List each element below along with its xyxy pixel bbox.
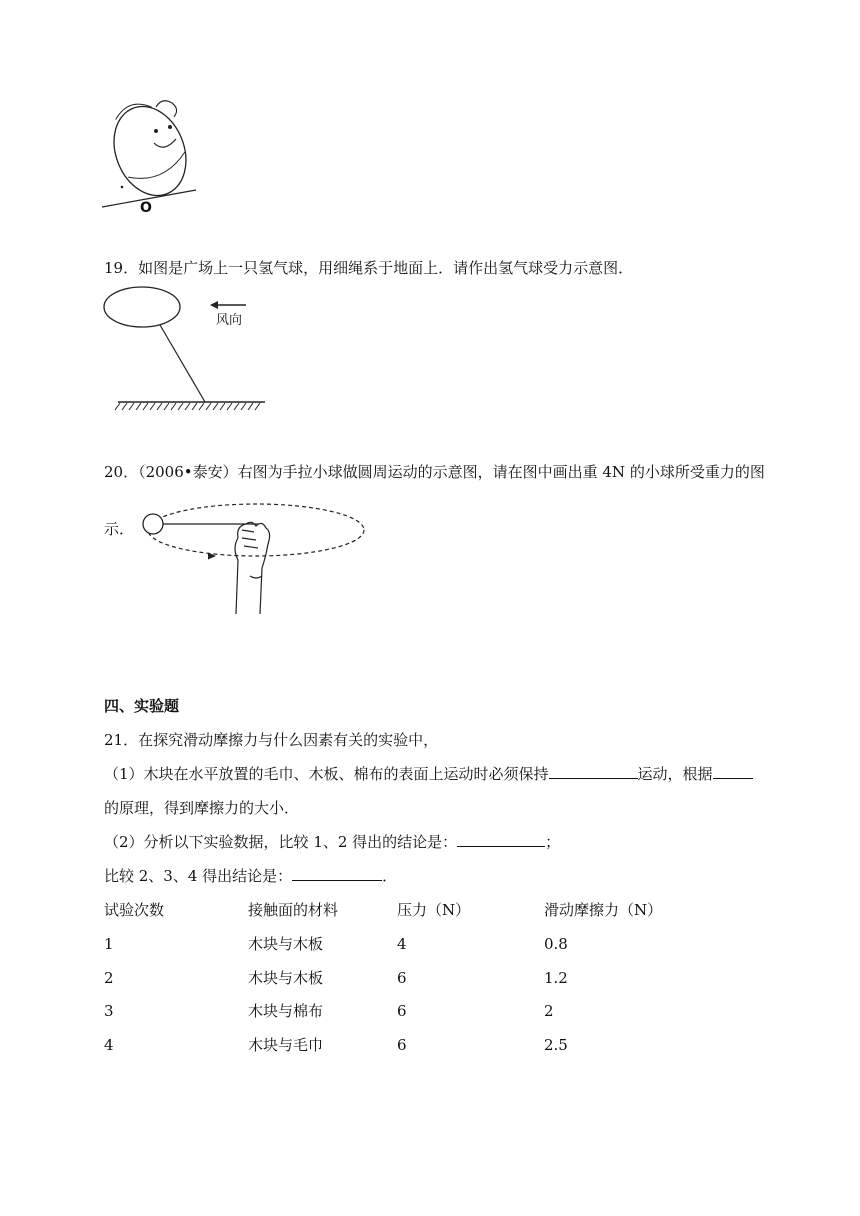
answer-blank-2[interactable] <box>713 764 753 779</box>
table-cell: 0.8 <box>544 935 568 953</box>
table-cell: 2.5 <box>544 1036 568 1054</box>
table-header-cell: 压力（N） <box>397 901 471 919</box>
table-cell: 4 <box>397 935 407 953</box>
table-cell: 1 <box>104 935 114 953</box>
table-cell: 1.2 <box>544 969 568 987</box>
table-cell: 木块与木板 <box>248 969 324 987</box>
table-cell: 2 <box>544 1002 554 1020</box>
table-header-cell: 试验次数 <box>104 901 165 919</box>
wind-direction-label: 风向 <box>216 313 243 328</box>
egg-tuft <box>156 101 177 117</box>
question-21-part1-line1 <box>104 764 753 784</box>
part3-text-a: 比较 2、3、4 得出结论是： <box>104 867 293 885</box>
table-cell: 木块与棉布 <box>248 1002 324 1020</box>
table-cell: 6 <box>397 1036 407 1054</box>
ball <box>143 514 163 534</box>
balloon-figure <box>100 285 270 415</box>
question-21-part1-line2: 的原理，得到摩擦力的大小． <box>104 799 300 817</box>
point-o-label: O <box>140 200 152 216</box>
ground-hatching <box>115 403 260 410</box>
table-cell: 6 <box>397 1002 407 1020</box>
part3-text-b: ． <box>382 867 398 885</box>
question-19-text: 19．如图是广场上一只氢气球，用细绳系于地面上．请作出氢气球受力示意图． <box>104 259 634 277</box>
wind-arrow-head <box>210 301 218 309</box>
part2-text-a: （2）分析以下实验数据，比较 1、2 得出的结论是： <box>104 833 458 851</box>
table-cell: 6 <box>397 969 407 987</box>
hand-drawing <box>235 522 270 614</box>
table-header-cell: 滑动摩擦力（N） <box>544 901 663 919</box>
answer-blank-3[interactable] <box>457 832 545 847</box>
table-cell: 2 <box>104 969 114 987</box>
egg-shape <box>100 95 199 206</box>
table-cell: 3 <box>104 1002 114 1020</box>
part1-text-a: （1）木块在水平放置的毛巾、木板、棉布的表面上运动时必须保持 <box>104 765 549 783</box>
table-cell: 木块与毛巾 <box>248 1036 324 1054</box>
question-21-part2 <box>104 832 560 852</box>
table-header-cell: 接触面的材料 <box>248 901 339 919</box>
part2-text-b: ； <box>545 833 561 851</box>
section-title: 四、实验题 <box>104 697 180 715</box>
part1-text-b: 运动，根据 <box>637 765 713 783</box>
answer-blank-1[interactable] <box>549 764 638 779</box>
egg-figure <box>98 95 202 217</box>
question-20-text: 20．（2006•泰安）右图为手拉小球做圆周运动的示意图，请在图中画出重 4N 的小球所受重力的图 <box>104 463 765 481</box>
table-cell: 4 <box>104 1036 114 1054</box>
question-21-part3 <box>104 866 397 886</box>
answer-blank-4[interactable] <box>292 866 382 881</box>
balloon-string <box>160 325 205 402</box>
question-21-intro: 21．在探究滑动摩擦力与什么因素有关的实验中， <box>104 731 439 749</box>
table-cell: 木块与木板 <box>248 935 324 953</box>
question-20-text-cont: 示． <box>104 520 135 538</box>
circular-motion-figure <box>138 486 368 618</box>
egg-smile <box>154 139 176 147</box>
balloon-shape <box>104 287 180 327</box>
